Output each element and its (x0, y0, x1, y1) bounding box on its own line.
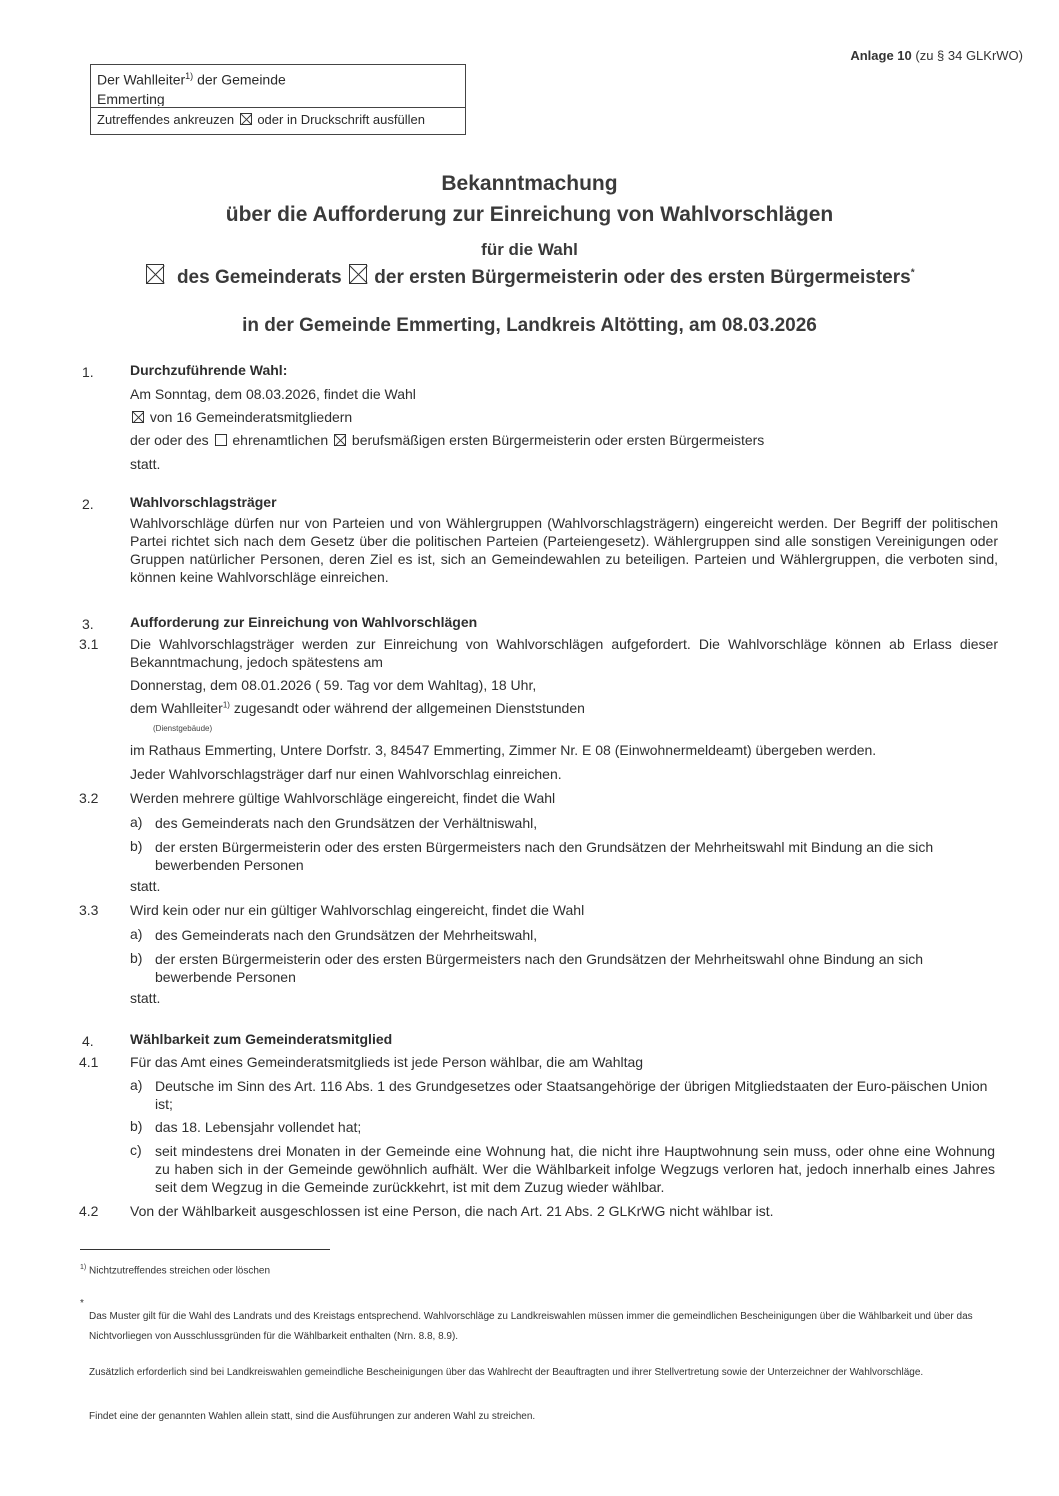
list-item: der ersten Bürgermeisterin oder des ersten Bürgermeisters nach den Grundsätzen der Mehrheitswahl ohne Bindung an sich bewerbende Personen (155, 951, 924, 985)
mayor-type-line (130, 432, 764, 448)
subsection-number: 4.1 (79, 1054, 99, 1070)
submission-rest: zugesandt oder während der allgemeinen Dienststunden (229, 700, 585, 716)
list-item: Deutsche im Sinn des Art. 116 Abs. 1 des Grundgesetzes oder Staatsangehörige der übrigen Mitgliedstaaten der Euro-päischen Union ist; (155, 1078, 988, 1112)
footnote-ref: 1) (185, 71, 194, 81)
footnote-divider (80, 1249, 330, 1250)
full-time-label: berufsmäßigen ersten Bürgermeisterin oder ersten Bürgermeisters (351, 432, 765, 448)
checkbox-council[interactable] (132, 411, 144, 423)
footnote-1 (80, 1264, 270, 1276)
footnote-mark: 1) (80, 1264, 87, 1271)
footnote-additional: Zusätzlich erforderlich sind bei Landkreiswahlen gemeindliche Bescheinigungen über das Wahlrecht der Beauftragten und ihrer Stellvertretung sowie der Unterzeichner der Wahlvorschläge. (89, 1367, 924, 1378)
submission-line (130, 700, 585, 716)
annex-reference: (zu § 34 GLKrWO) (911, 48, 1023, 63)
authority-rest: der Gemeinde (193, 71, 286, 88)
mayor-type-prefix: der oder des (130, 432, 209, 448)
checkbox-honorary[interactable] (215, 434, 227, 446)
list-label: a) (130, 926, 143, 942)
authority-line (97, 71, 286, 88)
honorary-label: ehrenamtlichen (232, 432, 329, 448)
location-line: im Rathaus Emmerting, Untere Dorfstr. 3, 84547 Emmerting, Zimmer Nr. E 08 (Einwohnermeldeamt) übergeben werden. (130, 742, 877, 758)
checkbox-full-time[interactable] (334, 434, 346, 446)
submission-recipient: dem Wahlleiter (130, 700, 223, 716)
doc-subtitle-2: für die Wahl (481, 240, 578, 259)
section-number: 2. (82, 496, 94, 512)
footnote-ref: 1) (222, 700, 230, 710)
footnote-text: Nichtzutreffendes streichen oder löschen (89, 1265, 271, 1277)
council-members-text: von 16 Gemeinderatsmitgliedern (149, 409, 353, 425)
footnote-asterisk: Das Muster gilt für die Wahl des Landrats und des Kreistags entsprechend. Wahlvorschläge zu Landkreiswahlen müssen immer die gemeindlichen Bescheinigungen über die Wählbarkeit und über das Nichtvorliegen von Ausschlussgründen für die Wählbarkeit enthalten (Nrn. 8.8, 8.9). (89, 1311, 973, 1342)
doc-subtitle: über die Aufforderung zur Einreichung von Wahlvorschlägen (225, 203, 834, 226)
election-options (0, 264, 1059, 289)
subsection-number: 3.3 (79, 902, 99, 918)
checkbox-example-icon (240, 113, 252, 125)
subsection-number: 4.2 (79, 1203, 99, 1219)
building-label: (Dienstgebäude) (153, 724, 213, 733)
list-label: b) (130, 1118, 143, 1134)
footnote-asterisk-mark: * (80, 1298, 84, 1309)
one-proposal-line: Jeder Wahlvorschlagsträger darf nur einen Wahlvorschlag einreichen. (130, 766, 562, 782)
header-box (90, 64, 466, 135)
subsection-text: Von der Wählbarkeit ausgeschlossen ist eine Person, die nach Art. 21 Abs. 2 GLKrWG nicht wählbar ist. (130, 1203, 774, 1219)
subsection-text: Werden mehrere gültige Wahlvorschläge eingereicht, findet die Wahl (130, 790, 556, 806)
divider (91, 107, 465, 108)
election-location-date: in der Gemeinde Emmerting, Landkreis Altötting, am 08.03.2026 (242, 315, 817, 336)
list-item: des Gemeinderats nach den Grundsätzen der Mehrheitswahl, (155, 927, 538, 943)
statt-text: statt. (130, 878, 161, 894)
list-label: a) (130, 1077, 143, 1093)
section-number: 3. (82, 616, 94, 632)
instruction-line (97, 112, 425, 127)
section-heading: Durchzuführende Wahl: (130, 362, 288, 378)
list-item: des Gemeinderats nach den Grundsätzen der Verhältniswahl, (155, 815, 538, 831)
footnote-strike-note: Findet eine der genannten Wahlen allein statt, sind die Ausführungen zur anderen Wahl zu streichen. (89, 1411, 536, 1422)
statt-text: statt. (130, 456, 161, 472)
statt-text: statt. (130, 990, 161, 1006)
section-heading: Wählbarkeit zum Gemeinderatsmitglied (130, 1031, 393, 1047)
instruction-text: Zutreffendes ankreuzen (97, 112, 235, 127)
deadline-line: Donnerstag, dem 08.01.2026 ( 59. Tag vor dem Wahltag), 18 Uhr, (130, 677, 537, 693)
list-item: seit mindestens drei Monaten in der Gemeinde eine Wohnung hat, die nicht ihre Hauptwohnung sein muss, oder ohne eine Wohnung zu haben sich in der Gemeinde gewöhnlich aufhält. Wer die Wählbarkeit infolge Wegzugs verloren hat, jedoch innerhalb eines Jahres seit dem Wegzug in die Gemeinde zurückkehrt, ist mit dem Zuzug wieder wählbar. (155, 1143, 995, 1195)
municipality-field[interactable]: Emmerting (97, 91, 165, 106)
list-label: c) (130, 1142, 142, 1158)
subsection-number: 3.2 (79, 790, 99, 806)
list-label: b) (130, 950, 143, 966)
election-date-line: Am Sonntag, dem 08.03.2026, findet die Wahl (130, 386, 416, 402)
annex-label (850, 48, 1023, 63)
subsection-text: Für das Amt eines Gemeinderatsmitglieds ist jede Person wählbar, die am Wahltag (130, 1054, 644, 1070)
list-item: der ersten Bürgermeisterin oder des ersten Bürgermeisters nach den Grundsätzen der Mehrheitswahl mit Bindung an die sich bewerbenden Personen (155, 839, 934, 873)
checkbox-gemeinderat[interactable] (146, 264, 164, 284)
option-buergermeister: der ersten Bürgermeisterin oder des ersten Bürgermeisters (374, 267, 911, 288)
option-gemeinderat: des Gemeinderats (176, 267, 342, 288)
section-number: 1. (82, 364, 94, 380)
authority-title: Der Wahlleiter (97, 71, 186, 88)
annex-number: Anlage 10 (850, 48, 912, 63)
section-heading: Wahlvorschlagsträger (130, 494, 277, 510)
subsection-text: Wird kein oder nur ein gültiger Wahlvorschlag eingereicht, findet die Wahl (130, 902, 585, 918)
subsection-paragraph: Die Wahlvorschlagsträger werden zur Einreichung von Wahlvorschlägen aufgefordert. Die Wahlvorschläge können ab Erlass dieser Bekanntmachung, jedoch spätestens am (130, 636, 998, 670)
list-label: b) (130, 838, 143, 854)
doc-title: Bekanntmachung (441, 172, 618, 195)
asterisk-ref: * (910, 267, 915, 279)
list-item: das 18. Lebensjahr vollendet hat; (155, 1119, 362, 1135)
section-heading: Aufforderung zur Einreichung von Wahlvorschlägen (130, 614, 478, 630)
subsection-number: 3.1 (79, 636, 99, 652)
instruction-text-rest: oder in Druckschrift ausfüllen (257, 112, 425, 127)
section-paragraph: Wahlvorschläge dürfen nur von Parteien und von Wählergruppen (Wahlvorschlagsträgern) eingereicht werden. Der Begriff der politischen Partei richtet sich nach dem Gesetz über die politischen Parteien (Parteiengesetz). Wählergruppen sind alle sonstigen Vereinigungen oder Gruppen natürlicher Personen, deren Ziel es ist, sich an Gemeindewahlen zu beteiligen. Parteien und Wählergruppen, die verboten sind, können keine Wahlvorschläge einreichen. (130, 515, 998, 585)
section-number: 4. (82, 1033, 94, 1049)
council-members-line (130, 409, 352, 425)
checkbox-buergermeister[interactable] (349, 264, 367, 284)
list-label: a) (130, 814, 143, 830)
